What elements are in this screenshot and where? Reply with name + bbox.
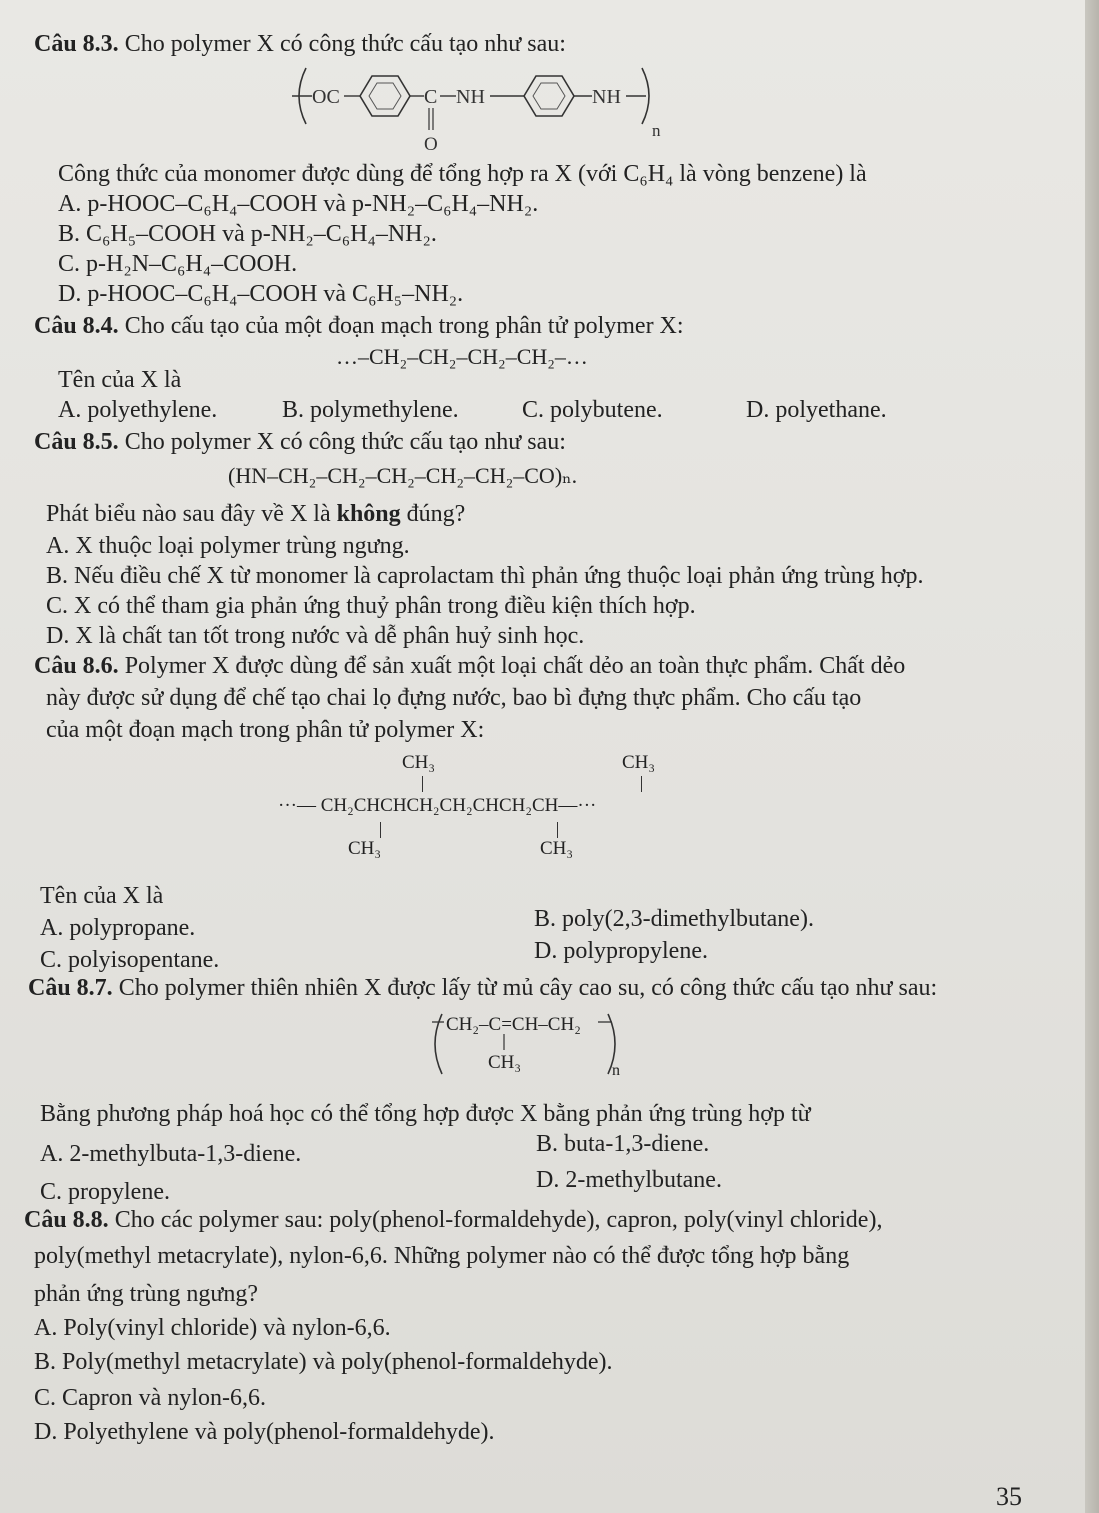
page-edge xyxy=(1085,0,1099,1513)
q86-bond-bottom-2 xyxy=(557,822,558,838)
q87-question: Bằng phương pháp hoá học có thể tổng hợp được X bằng phản ứng trùng hợp từ xyxy=(40,1101,811,1127)
q86-stem-line-3: của một đoạn mạch trong phân tử polymer X: xyxy=(46,717,485,743)
q86-stem-line-2: này được sử dụng để chế tạo chai lọ đựng nước, bao bì đựng thực phẩm. Cho cấu tạo xyxy=(46,685,862,711)
q87-stem-line xyxy=(28,974,937,1002)
q85-option-b: B. Nếu điều chế X từ monomer là caprolactam thì phản ứng thuộc loại phản ứng trùng hợp. xyxy=(46,563,924,589)
q83-nh-1: NH xyxy=(456,86,485,108)
q86-main-chain: ···— CH₂CHCHCH₂CH₂CHCH₂CH—··· xyxy=(278,795,597,816)
q88-option-b: B. Poly(methyl metacrylate) và poly(phenol-formaldehyde). xyxy=(34,1349,613,1375)
q84-question: Tên của X là xyxy=(58,367,182,393)
q86-bond-top-2 xyxy=(641,776,642,792)
q84-title: Câu 8.4. xyxy=(34,313,119,339)
q87-title: Câu 8.7. xyxy=(28,975,113,1001)
q84-option-d: D. polyethane. xyxy=(746,397,887,423)
q87-n: n xyxy=(612,1062,620,1079)
q83-carbonyl-c: C xyxy=(424,86,438,108)
q87-left-bracket xyxy=(435,1014,442,1074)
q83-carbonyl-o: O xyxy=(424,134,438,155)
q84-formula: …–CH₂–CH₂–CH₂–CH₂–… xyxy=(336,344,588,369)
q87-stem: Cho polymer thiên nhiên X được lấy từ mủ cây cao su, có công thức cấu tạo như sau: xyxy=(118,975,938,1001)
q83-oc: OC xyxy=(312,86,340,108)
q83-option-d: D. p-HOOC–C₆H₄–COOH và C₆H₅–NH₂. xyxy=(58,281,464,307)
q88-option-c: C. Capron và nylon-6,6. xyxy=(34,1385,266,1411)
q83-nh-2: NH xyxy=(592,86,621,108)
q83-option-c: C. p-H₂N–C₆H₄–COOH. xyxy=(58,251,298,277)
q86-stem-line-1 xyxy=(34,652,905,680)
q85-question-post: đúng? xyxy=(400,501,466,527)
q85-option-c: C. X có thể tham gia phản ứng thuỷ phân trong điều kiện thích hợp. xyxy=(46,593,696,619)
q85-stem-line xyxy=(34,428,566,456)
q86-stem-1: Polymer X được dùng để sản xuất một loại chất dẻo an toàn thực phẩm. Chất dẻo xyxy=(124,653,906,679)
q84-option-a: A. polyethylene. xyxy=(58,397,218,423)
q83-stem-line xyxy=(34,30,566,58)
q83-benzene-ring-1 xyxy=(360,76,410,116)
q86-methyl-top-2: CH₃ xyxy=(622,752,656,773)
q88-stem-line-3: phản ứng trùng ngưng? xyxy=(34,1281,258,1307)
q88-title: Câu 8.8. xyxy=(24,1207,109,1233)
q85-formula: (HN–CH₂–CH₂–CH₂–CH₂–CH₂–CO)ₙ. xyxy=(228,463,578,488)
q85-question xyxy=(46,500,465,528)
q85-question-bold: không xyxy=(336,501,401,527)
q88-stem-1: Cho các polymer sau: poly(phenol-formaldehyde), capron, poly(vinyl chloride), xyxy=(114,1207,883,1233)
q86-title: Câu 8.6. xyxy=(34,653,119,679)
q86-methyl-top-1: CH₃ xyxy=(402,752,436,773)
q88-stem-line-1 xyxy=(24,1206,882,1234)
q86-option-c: C. polyisopentane. xyxy=(40,947,220,973)
q87-option-d: D. 2-methylbutane. xyxy=(536,1167,722,1193)
q86-bond-top-1 xyxy=(422,776,423,792)
q86-option-b: B. poly(2,3-dimethylbutane). xyxy=(534,906,814,932)
q87-option-a: A. 2-methylbuta-1,3-diene. xyxy=(40,1141,302,1167)
q83-benzene-inner-1 xyxy=(369,83,401,109)
q88-option-d: D. Polyethylene và poly(phenol-formaldehyde). xyxy=(34,1419,495,1445)
q86-bond-bottom-1 xyxy=(380,822,381,838)
q87-option-b: B. buta-1,3-diene. xyxy=(536,1131,710,1157)
q87-main-chain: CH₂–C=CH–CH₂ xyxy=(446,1014,581,1035)
q88-option-a: A. Poly(vinyl chloride) và nylon-6,6. xyxy=(34,1315,391,1341)
q83-n: n xyxy=(652,121,661,140)
q88-stem-line-2: poly(methyl metacrylate), nylon-6,6. Những polymer nào có thể được tổng hợp bằng xyxy=(34,1243,850,1269)
q83-benzene-ring-2 xyxy=(524,76,574,116)
q86-question: Tên của X là xyxy=(40,883,164,909)
q85-title: Câu 8.5. xyxy=(34,429,119,455)
q85-option-d: D. X là chất tan tốt trong nước và dễ phân huỷ sinh học. xyxy=(46,623,585,649)
q86-option-d: D. polypropylene. xyxy=(534,938,708,964)
q86-option-a: A. polypropane. xyxy=(40,915,196,941)
q84-stem: Cho cấu tạo của một đoạn mạch trong phân tử polymer X: xyxy=(124,313,684,339)
q83-title: Câu 8.3. xyxy=(34,31,119,57)
q87-option-c: C. propylene. xyxy=(40,1179,170,1205)
q85-option-a: A. X thuộc loại polymer trùng ngưng. xyxy=(46,533,410,559)
q83-structure xyxy=(290,58,690,158)
q84-stem-line xyxy=(34,312,684,340)
q87-methyl: CH₃ xyxy=(488,1052,522,1073)
q84-option-c: C. polybutene. xyxy=(522,397,663,423)
q86-methyl-bottom-1: CH₃ xyxy=(348,838,382,859)
q83-stem: Cho polymer X có công thức cấu tạo như sau: xyxy=(124,31,566,57)
q83-option-a: A. p-HOOC–C₆H₄–COOH và p-NH₂–C₆H₄–NH₂. xyxy=(58,191,539,217)
q84-option-b: B. polymethylene. xyxy=(282,397,459,423)
q83-benzene-inner-2 xyxy=(533,83,565,109)
q86-methyl-bottom-2: CH₃ xyxy=(540,838,574,859)
page-number: 35 xyxy=(996,1482,1022,1511)
q83-option-b: B. C₆H₅–COOH và p-NH₂–C₆H₄–NH₂. xyxy=(58,221,437,247)
q85-stem: Cho polymer X có công thức cấu tạo như sau: xyxy=(124,429,566,455)
q85-question-pre: Phát biểu nào sau đây về X là xyxy=(46,501,337,527)
q83-question: Công thức của monomer được dùng để tổng hợp ra X (với C₆H₄ là vòng benzene) là xyxy=(58,161,867,187)
